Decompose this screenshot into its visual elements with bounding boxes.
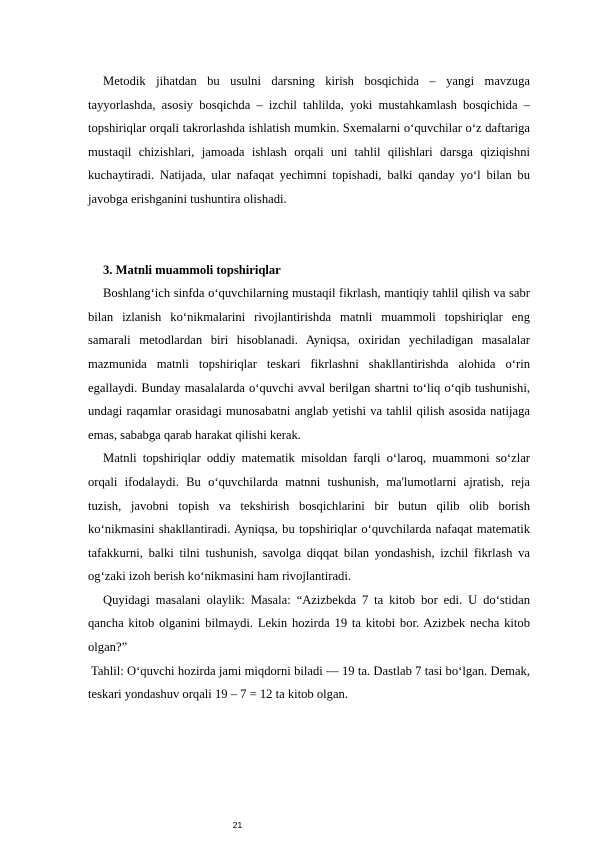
paragraph-example-problem: Quyidagi masalani olaylik: Masala: “Azizbekda 7 ta kitob bor edi. U do‘stidan qancha kitob olganini bilmaydi. Lekin hozirda 19 ta kitobi bor. Azizbek necha kitob olgan?” [88,592,530,655]
section-spacer [88,212,530,259]
paragraph-analysis: Tahlil: O‘quvchi hozirda jami miqdorni biladi — 19 ta. Dastlab 7 tasi bo‘lgan. Demak, teskari yondashuv orqali 19 – 7 = 12 ta kitob olgan. [88,663,530,702]
page-content [88,70,530,707]
paragraph-intro: Boshlang‘ich sinfda o‘quvchilarning mustaqil fikrlash, mantiqiy tahlil qilish va sabr bilan izlanish ko‘nikmalarini rivojlantirishda matnli muammoli topshiriqlar eng samarali metodlardan biri hisoblanadi. Ayniqsa, oxiridan yechiladigan masalalar mazmunida matnli topshiriqlar teskari fikrlashni shakllantirishda alohida o‘rin egallaydi. Bunday masalalarda o‘quvchi avval berilgan shartni to‘liq o‘qib tushunishi, undagi raqamlar orasidagi munosabatni anglab yetishi va tahlil qilish asosida natijaga emas, sababga qarab harakat qilishi kerak. [88,286,530,442]
section-heading: 3. Matnli muammoli topshiriqlar [103,262,281,277]
paragraph-method: Metodik jihatdan bu usulni darsning kirish bosqichida – yangi mavzuga tayyorlashda, asosiy bosqichda – izchil tahlilda, yoki mustahkamlash bosqichida – topshiriqlar orqali takrorlashda ishlatish mumkin. Sxemalarni o‘quvchilar o‘z daftariga mustaqil chizishlari, jamoada ishlash orqali uni tahlil qilishlari darsga qiziqishni kuchaytiradi. Natijada, ular nafaqat yechimni topishadi, balki qanday yo‘l bilan bu javobga erishganini tushuntira olishadi. [88,74,530,206]
page-number: 21 [232,820,243,830]
paragraph-text-problems: Matnli topshiriqlar oddiy matematik misoldan farqli o‘laroq, muammoni so‘zlar orqali ifodalaydi. Bu o‘quvchilarda matnni tushunish, ma'lumotlarni ajratish, reja tuzish, javobni topish va tekshirish bosqichlarini bir butun qilib olib borish ko‘nikmasini shakllantiradi. Ayniqsa, bu topshiriqlar o‘quvchilarda nafaqat matematik tafakkurni, balki tilni tushunish, savolga diqqat bilan yondashish, izchil fikrlash va og‘zaki izoh berish ko‘nikmasini ham rivojlantiradi. [88,451,530,584]
